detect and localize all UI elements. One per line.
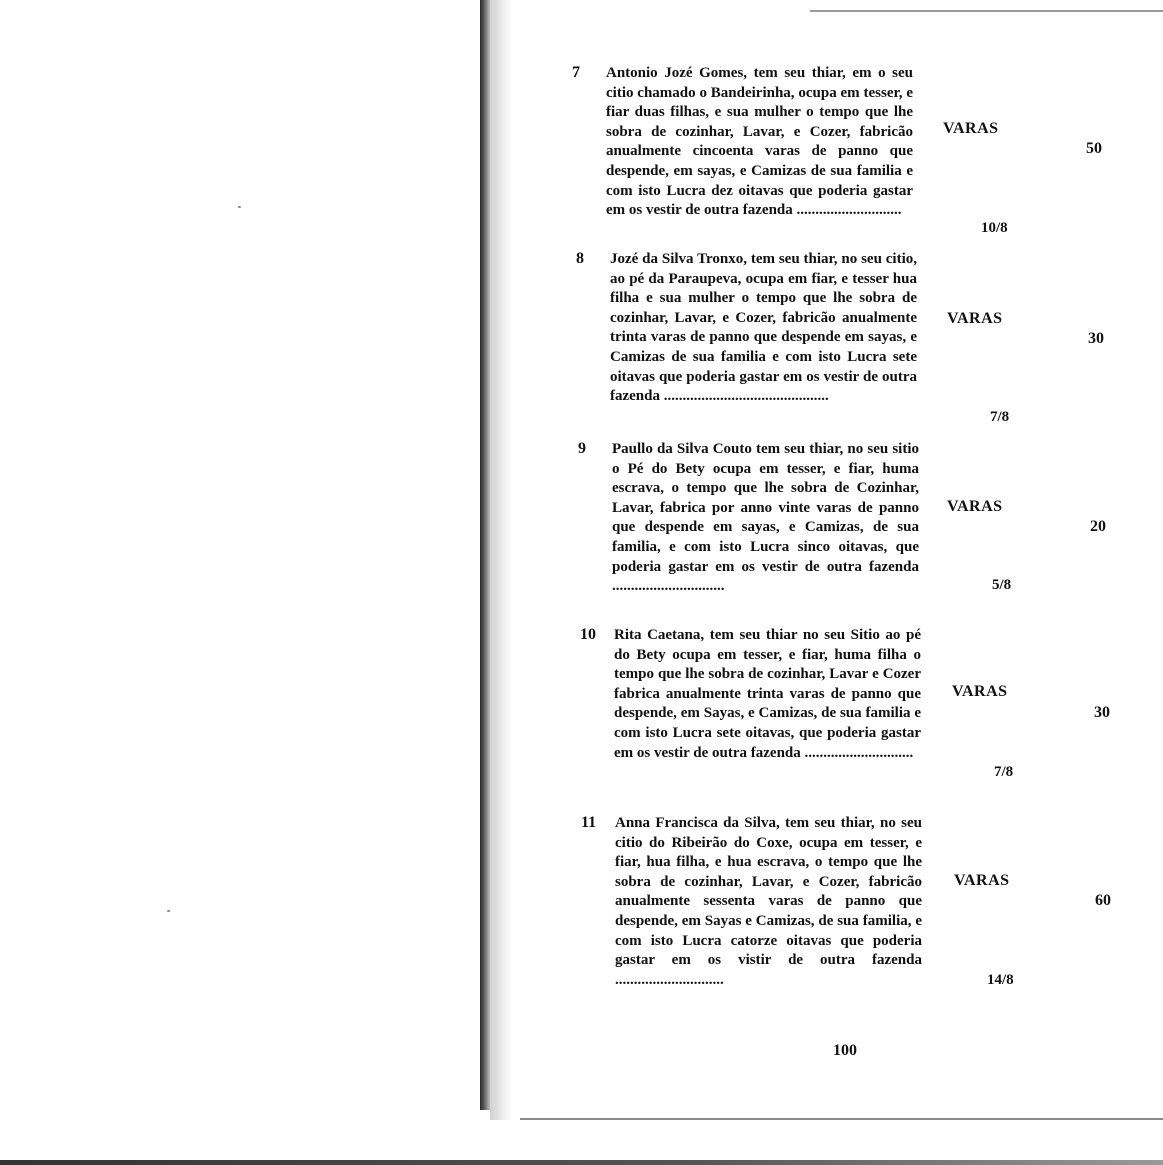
entry-number: 9 xyxy=(578,440,586,457)
book-gutter xyxy=(480,0,490,1110)
page-bottom-edge xyxy=(520,1118,1163,1120)
entry-number: 11 xyxy=(581,814,597,831)
entry-fraction: 7/8 xyxy=(994,764,1014,780)
entry-quantity: 30 xyxy=(1088,330,1104,347)
entry-text: Rita Caetana, tem seu thiar no seu Sitio ao pé do Bety ocupa em tesser, e fiar, huma filha o tempo que lhe sobra de cozinhar, Lavar e Cozer fabrica anualmente trinta varas de panno que despende, em Sayas, e Camizas, de sua familia e com isto Lucra sete oitavas, que poderia gastar em os vestir de outra fazenda ............................. xyxy=(614,627,921,761)
entry-text: Jozé da Silva Tronxo, tem seu thiar, no seu citio, ao pé da Paraupeva, ocupa em fiar, e tesser hua filha e sua mulher o tempo que lhe sobra de cozinhar, Lavar, e Cozer, fabricão anualmente trinta varas de panno que despende em sayas, e Camizas de sua familia e com isto Lucra sete oitavas que poderia gastar em os vestir de outra fazenda ............................................ xyxy=(610,251,917,405)
entry-text: Antonio Jozé Gomes, tem seu thiar, em o seu citio chamado o Bandeirinha, ocupa em tesser, e fiar duas filhas, e sua mulher o tempo que lhe sobra de cozinhar, Lavar, e Cozer, fabricão anualmente cincoenta varas de panno que despende, em sayas, e Camizas de sua familia e com isto Lucra dez oitavas que poderia gastar em os vestir de outra fazenda ............................ xyxy=(606,65,913,219)
gutter-shadow xyxy=(490,0,512,1120)
scan-speck xyxy=(238,206,241,208)
entry-quantity: 50 xyxy=(1086,140,1102,157)
entry-unit: VARAS xyxy=(947,310,1003,327)
entry-quantity: 60 xyxy=(1095,892,1111,909)
entry-fraction: 5/8 xyxy=(992,577,1012,593)
entry-fraction: 7/8 xyxy=(990,409,1010,425)
entry-number: 10 xyxy=(580,626,596,643)
entry-text: Paullo da Silva Couto tem seu thiar, no seu sitio o Pé do Bety ocupa em tesser, e fiar, huma escrava, o tempo que lhe sobra de Cozinhar, Lavar, fabrica por anno vinte varas de panno que despende em sayas, e Camizas, de sua familia, e com isto Lucra sinco oitavas, que poderia gastar em os vestir de outra fazenda .............................. xyxy=(612,441,919,595)
entry-number: 7 xyxy=(572,64,580,81)
entry-quantity: 20 xyxy=(1090,518,1106,535)
entry-text: Anna Francisca da Silva, tem seu thiar, no seu citio do Ribeirão do Coxe, ocupa em tesser, e fiar, hua filha, e hua escrava, o tempo que lhe sobra de cozinhar, Lavar, e Cozer, fabricão anualmente sessenta varas de panno que despende, em Sayas e Camizas, de sua familia, e com isto Lucra catorze oitavas que poderia gastar em os vistir de outra fazenda ............................. xyxy=(615,815,922,988)
scan-speck xyxy=(167,910,170,912)
entry-unit: VARAS xyxy=(952,683,1008,700)
entry-unit: VARAS xyxy=(947,498,1003,515)
entry-unit: VARAS xyxy=(943,120,999,137)
entry-fraction: 10/8 xyxy=(981,220,1008,236)
entry-fraction: 14/8 xyxy=(987,972,1014,988)
entry-unit: VARAS xyxy=(954,872,1010,889)
page-number: 100 xyxy=(833,1042,857,1059)
entry-quantity: 30 xyxy=(1094,704,1110,721)
scan-bottom-band xyxy=(0,1160,1163,1165)
entry-number: 8 xyxy=(576,250,584,267)
page-top-edge xyxy=(810,10,1163,12)
